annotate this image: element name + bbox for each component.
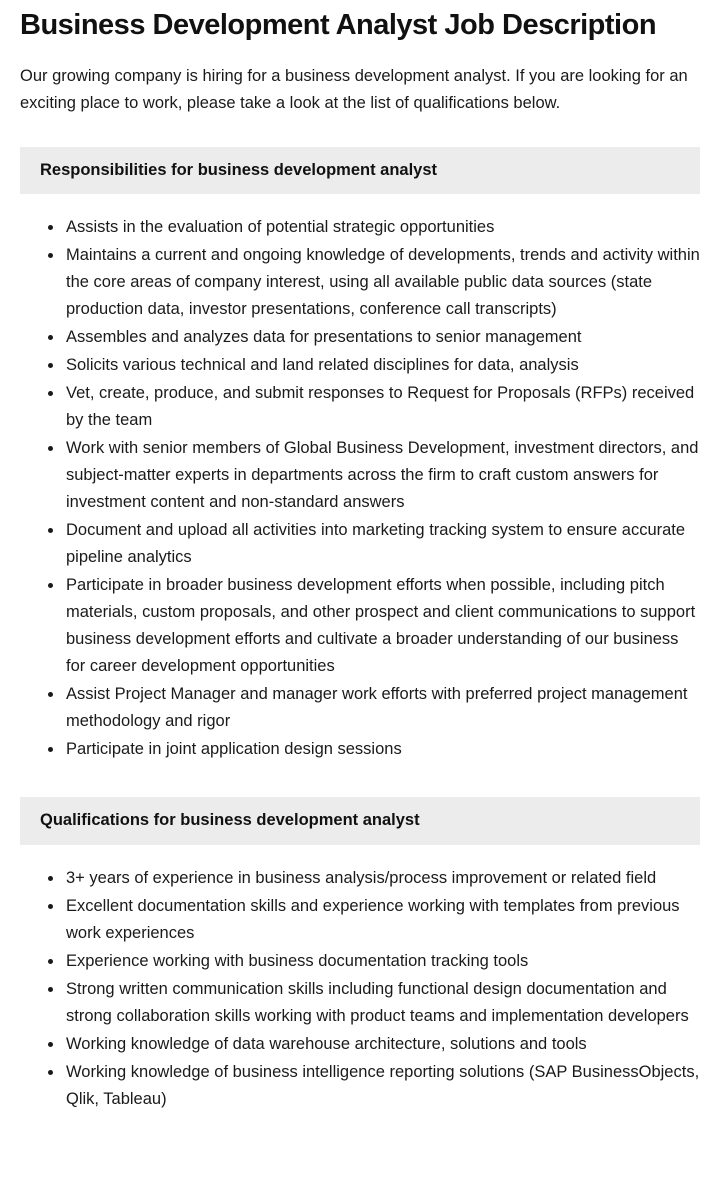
qualifications-section-heading: Qualifications for business development analyst [20,797,700,844]
qualifications-list [20,865,700,1113]
list-item: • Solicits various technical and land related disciplines for data, analysis [64,352,700,379]
list-item: • Participate in broader business development efforts when possible, including pitch materials, custom proposals, and other prospect and client communications to support business development efforts and cultivate a broader understanding of our business for career development opportunities [64,572,700,680]
list-item: • Work with senior members of Global Business Development, investment directors, and subject-matter experts in departments across the firm to craft custom answers for investment content and non-standard answers [64,435,700,516]
section-qualifications [20,797,700,1112]
list-item: • Working knowledge of data warehouse architecture, solutions and tools [64,1031,700,1058]
list-item: • 3+ years of experience in business analysis/process improvement or related field [64,865,700,892]
page-title: Business Development Analyst Job Description [20,9,657,41]
intro-paragraph: Our growing company is hiring for a business development analyst. If you are looking for an exciting place to work, please take a look at the list of qualifications below. [20,66,688,112]
list-item: • Maintains a current and ongoing knowledge of developments, trends and activity within the core areas of company interest, using all available public data sources (state production data, investor presentations, conference call transcripts) [64,242,700,323]
list-item: • Assembles and analyzes data for presentations to senior management [64,324,700,351]
section-responsibilities [20,147,700,763]
list-item: • Excellent documentation skills and experience working with templates from previous work experiences [64,893,700,947]
list-item: • Document and upload all activities into marketing tracking system to ensure accurate pipeline analytics [64,517,700,571]
list-item: • Experience working with business documentation tracking tools [64,948,700,975]
list-item: • Assist Project Manager and manager work efforts with preferred project management methodology and rigor [64,681,700,735]
responsibilities-section-heading: Responsibilities for business development analyst [20,147,700,194]
list-item: • Assists in the evaluation of potential strategic opportunities [64,214,700,241]
list-item: • Participate in joint application design sessions [64,736,700,763]
responsibilities-list [20,214,700,763]
list-item: • Working knowledge of business intelligence reporting solutions (SAP BusinessObjects, Qlik, Tableau) [64,1059,700,1113]
list-item: • Vet, create, produce, and submit responses to Request for Proposals (RFPs) received by the team [64,380,700,434]
list-item: • Strong written communication skills including functional design documentation and strong collaboration skills working with product teams and implementation developers [64,976,700,1030]
